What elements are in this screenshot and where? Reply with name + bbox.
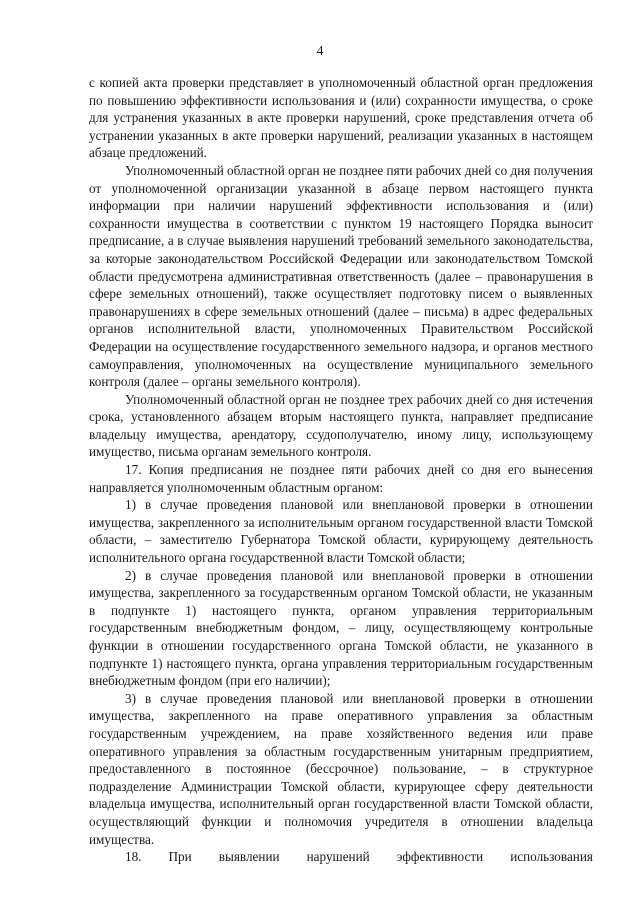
- paragraph-sending: Уполномоченный областной орган не позднее трех рабочих дней со дня истечения срока, установленного абзацем вторым настоящего пункта, направляет предписание владельцу имущества, арендатору, ссудополучателю, иному лицу, использующему имущество, письма органам земельного контроля.: [89, 391, 593, 460]
- paragraph-subitem-2: 2) в случае проведения плановой или внеплановой проверки в отношении имущества, закрепленного за государственным органом Томской области, не указанным в подпункте 1) настоящего пункта, органом управления территориальным государственным внебюджетным фондом, – лицу, осуществляющему контрольные функции в отношении государственного органа Томской области, не указанного в подпункте 1) настоящего пункта, органа управления территориальным государственным внебюджетным фондом (при его наличии);: [89, 567, 593, 689]
- document-body: [89, 74, 593, 866]
- paragraph-continuation: с копией акта проверки представляет в уполномоченный областной орган предложения по повышению эффективности использования и (или) сохранности имущества, о сроке для устранения указанных в акте проверки нарушений, сроке представления отчета об устранении указанных в акте проверки нарушений, реализации указанных в настоящем абзаце предложений.: [89, 75, 593, 161]
- paragraph-prescription: Уполномоченный областной орган не позднее пяти рабочих дней со дня получения от уполномоченной организации указанной в абзаце первом настоящего пункта информации при наличии нарушений эффективности использования и (или) сохранности имущества в соответствии с пунктом 19 настоящего Порядка выносит предписание, а в случае выявления нарушений требований земельного законодательства, за которые законодательством Российской Федерации или законодательством Томской области предусмотрена административная ответственность (далее – правонарушения в сфере земельных отношений), также осуществляет подготовку писем о выявленных правонарушениях в сфере земельных отношений (далее – письма) в адрес федеральных органов исполнительной власти, уполномоченных Правительством Российской Федерации на осуществление государственного земельного надзора, и органов местного самоуправления, уполномоченных на осуществление муниципального земельного контроля (далее – органы земельного контроля).: [89, 162, 593, 390]
- page-number: 4: [316, 44, 324, 59]
- paragraph-item-18: 18. При выявлении нарушений эффективности использования: [125, 849, 593, 865]
- paragraph-item-17: 17. Копия предписания не позднее пяти рабочих дней со дня его вынесения направляется уполномоченным областным органом:: [89, 462, 593, 495]
- paragraph-subitem-3: 3) в случае проведения плановой или внеплановой проверки в отношении имущества, закрепленного на праве оперативного управления за областным государственным учреждением, на праве хозяйственного ведения или праве оперативного управления за областным государственным унитарным предприятием, предоставленного в постоянное (бессрочное) пользование, – в структурное подразделение Администрации Томской области, курирующее сферу деятельности владельца имущества, исполнительный орган государственной власти Томской области, осуществляющий функции и полномочия учредителя в отношении владельца имущества.: [89, 690, 593, 847]
- paragraph-subitem-1: 1) в случае проведения плановой или внеплановой проверки в отношении имущества, закрепленного за исполнительным органом государственной власти Томской области, – заместителю Губернатора Томской области, курирующему деятельность исполнительного органа государственной власти Томской области;: [89, 497, 593, 566]
